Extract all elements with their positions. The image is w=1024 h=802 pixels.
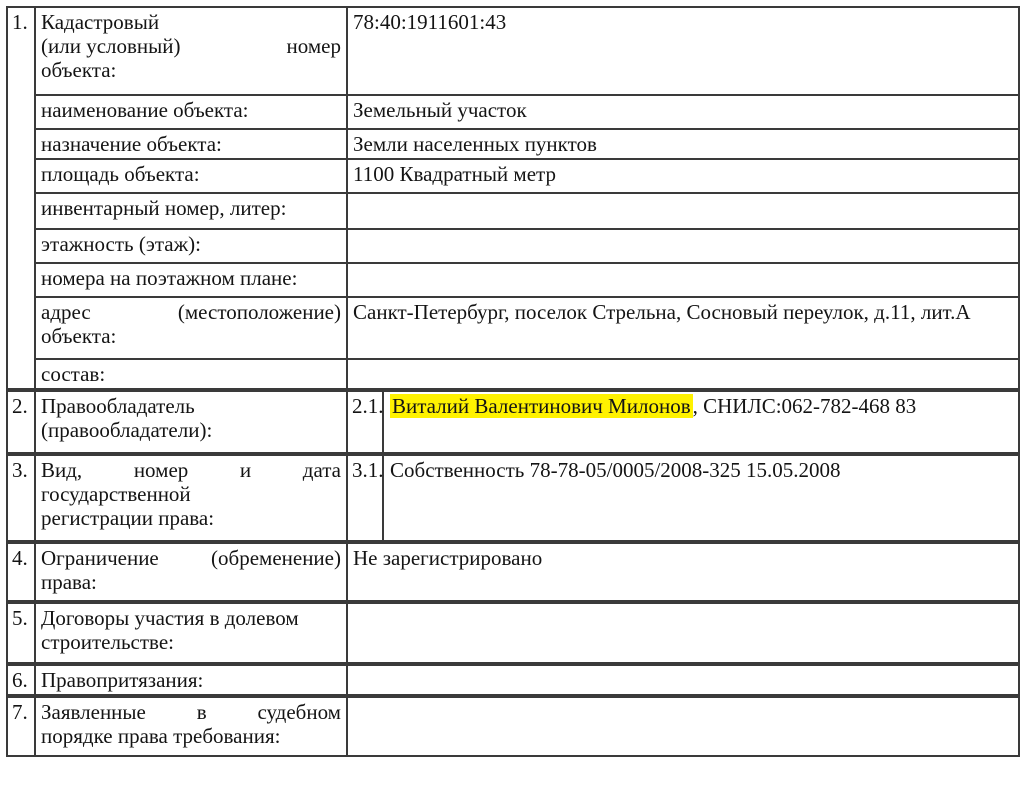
restriction-label-line1b: (обременение) xyxy=(211,546,341,570)
row-restriction xyxy=(7,542,1019,602)
area-value: 1100 Квадратный метр xyxy=(347,159,1019,193)
right-value-cell xyxy=(347,454,1019,542)
holder-value xyxy=(384,392,1018,452)
claims-label: Правопритязания: xyxy=(35,664,347,696)
cadastral-label xyxy=(35,7,347,95)
section-number-4: 4. xyxy=(7,542,35,602)
court-label xyxy=(35,696,347,756)
name-value: Земельный участок xyxy=(347,95,1019,129)
address-label-line1b: (местоположение) xyxy=(177,300,341,324)
purpose-value: Земли населенных пунктов xyxy=(347,129,1019,159)
registry-table xyxy=(6,6,1020,757)
address-value: Санкт-Петербург, поселок Стрельна, Сосновый переулок, д.11, лит.А xyxy=(347,297,1019,359)
row-cadastral xyxy=(7,7,1019,95)
section-number-5: 5. xyxy=(7,602,35,664)
address-label xyxy=(35,297,347,359)
holder-label-line2: (правообладатели): xyxy=(41,418,213,442)
restriction-label xyxy=(35,542,347,602)
floorplan-value xyxy=(347,263,1019,297)
right-label-word2: номер xyxy=(133,458,189,482)
right-sub-number: 3.1. xyxy=(348,456,384,540)
holder-snils: , СНИЛС:062-782-468 83 xyxy=(692,394,917,418)
right-label-word4: дата xyxy=(302,458,341,482)
cadastral-label-line1: Кадастровый xyxy=(41,10,160,34)
cadastral-label-line2a: (или условный) xyxy=(41,34,181,58)
right-label-word1: Вид, xyxy=(41,458,83,482)
row-claims xyxy=(7,664,1019,696)
address-label-line2: объекта: xyxy=(41,324,117,348)
contracts-value xyxy=(347,602,1019,664)
contracts-label-line2: строительстве: xyxy=(41,630,174,654)
row-floorplan xyxy=(7,263,1019,297)
right-label-word3: и xyxy=(239,458,252,482)
right-label-line3: регистрации права: xyxy=(41,506,215,530)
cadastral-label-line3: объекта: xyxy=(41,58,117,82)
court-label-word3: судебном xyxy=(257,700,341,724)
row-purpose xyxy=(7,129,1019,159)
floorplan-label: номера на поэтажном плане: xyxy=(35,263,347,297)
cadastral-value: 78:40:1911601:43 xyxy=(347,7,1019,95)
composition-value xyxy=(347,359,1019,390)
composition-label: состав: xyxy=(35,359,347,390)
inventory-label: инвентарный номер, литер: xyxy=(35,193,347,229)
row-contracts xyxy=(7,602,1019,664)
right-label-line2: государственной xyxy=(41,482,191,506)
row-address xyxy=(7,297,1019,359)
address-label-line1a: адрес xyxy=(41,300,91,324)
holder-label xyxy=(35,390,347,454)
court-label-word2: в xyxy=(196,700,207,724)
name-label: наименование объекта: xyxy=(35,95,347,129)
row-floors xyxy=(7,229,1019,263)
cadastral-label-line2b: номер xyxy=(286,34,341,58)
holder-name-highlighted: Виталий Валентинович Милонов xyxy=(392,394,691,418)
right-value: Собственность 78-78-05/0005/2008-325 15.05.2008 xyxy=(390,458,841,482)
floors-label: этажность (этаж): xyxy=(35,229,347,263)
inventory-value xyxy=(347,193,1019,229)
section-number-2: 2. xyxy=(7,390,35,454)
section-number-6: 6. xyxy=(7,664,35,696)
contracts-label-line1: Договоры участия в долевом xyxy=(41,606,299,630)
restriction-value: Не зарегистрировано xyxy=(347,542,1019,602)
row-right xyxy=(7,454,1019,542)
floors-value xyxy=(347,229,1019,263)
claims-value xyxy=(347,664,1019,696)
holder-value-cell xyxy=(347,390,1019,454)
row-court xyxy=(7,696,1019,756)
restriction-label-line2: права: xyxy=(41,570,97,594)
right-label xyxy=(35,454,347,542)
section-number-7: 7. xyxy=(7,696,35,756)
row-name xyxy=(7,95,1019,129)
court-label-line2: порядке права требования: xyxy=(41,724,281,748)
section-number-3: 3. xyxy=(7,454,35,542)
area-label: площадь объекта: xyxy=(35,159,347,193)
contracts-label xyxy=(35,602,347,664)
holder-label-line1: Правообладатель xyxy=(41,394,195,418)
restriction-label-line1a: Ограничение xyxy=(41,546,159,570)
row-area xyxy=(7,159,1019,193)
section-number-1: 1. xyxy=(7,7,35,390)
purpose-label: назначение объекта: xyxy=(35,129,347,159)
court-label-word1: Заявленные xyxy=(41,700,146,724)
row-holder xyxy=(7,390,1019,454)
row-composition xyxy=(7,359,1019,390)
row-inventory xyxy=(7,193,1019,229)
holder-sub-number: 2.1. xyxy=(348,392,384,452)
court-value xyxy=(347,696,1019,756)
